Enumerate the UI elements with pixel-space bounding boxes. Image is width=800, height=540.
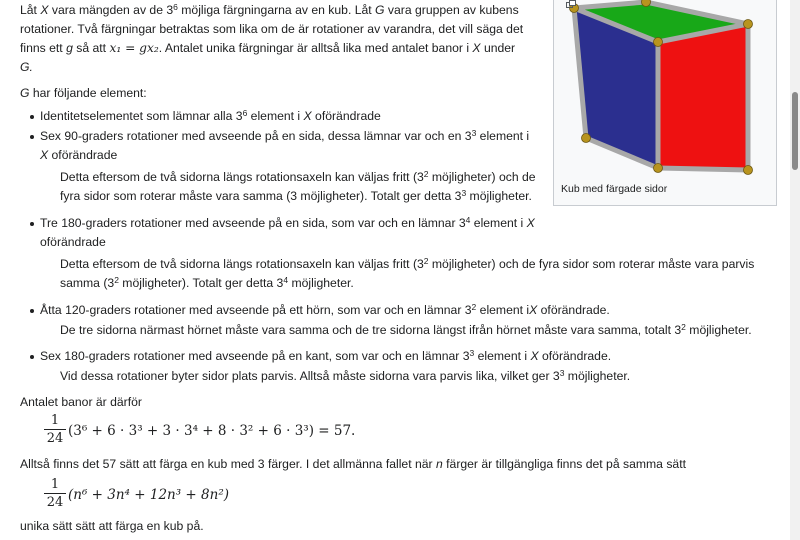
intro-line-1: Låt X vara mängden av de $3^6$ möjliga färgningarna av en kub. Låt G vara gruppen av kubens xyxy=(20,2,519,17)
bullet-dot xyxy=(30,309,34,313)
detail-90deg-1: Detta eftersom de två sidorna längs rotationsaxeln kan väljas fritt ($3^2$ möjligheter) och de xyxy=(60,169,536,184)
detail-90deg-2: fyra sidor som roterar måste vara samma (3 möjligheter). Totalt ger detta $3^3$ möjligheter. xyxy=(60,188,532,203)
formula-1-fraction: 1 24 xyxy=(44,413,66,446)
bullet-dot xyxy=(30,135,34,139)
list-item-120deg: Åtta 120-graders rotationer med avseende på ett hörn, som var och en lämnar $3^2$ element iX oförändrade. xyxy=(40,302,610,317)
list-item-90deg: Sex 90-graders rotationer med avseende på en sida, dessa lämnar var och en $3^3$ element i xyxy=(40,128,530,143)
detail-120deg: De tre sidorna närmast hörnet måste vara samma och de tre sidorna längst ifrån hörnet måste vara samma, totalt $3^2$ möjligheter. xyxy=(60,322,752,337)
intro-line-2: rotationer. Två färgningar betraktas som lika om de är rotationer av varandra, det vill säga det xyxy=(20,22,524,36)
scrollbar-thumb[interactable] xyxy=(792,92,798,170)
formula-2-fraction: 1 24 xyxy=(44,477,66,510)
list-item-90deg-line2: X oförändrade xyxy=(40,148,118,162)
bullet-dot xyxy=(30,355,34,359)
formula-2-expression: (n⁶ + 3n⁴ + 12n³ + 8n²) xyxy=(68,487,229,503)
intro-line-4: G. xyxy=(20,60,33,74)
bullet-dot xyxy=(30,222,34,226)
detail-180deg-side-2: samma ($3^2$ möjligheter). Totalt ger detta $3^4$ möjligheter. xyxy=(60,275,354,290)
inline-equation: x₁ = gx₂ xyxy=(109,41,159,55)
detail-180deg-side-1: Detta eftersom de två sidorna längs rotationsaxeln kan väljas fritt ($3^2$ möjligheter) och de fyra sidor som roterar måste vara parvis xyxy=(60,256,755,271)
enlarge-icon[interactable] xyxy=(566,0,576,8)
cube-figure xyxy=(553,0,777,206)
colored-cube-image[interactable] xyxy=(566,0,766,180)
final-line: unika sätt sätt att färga en kub på. xyxy=(20,519,204,533)
list-item-180deg-edge: Sex 180-graders rotationer med avseende på en kant, som var och en lämnar $3^3$ element i X oförändrade. xyxy=(40,348,612,363)
vertical-scrollbar[interactable] xyxy=(790,0,800,540)
conclusion-text: Alltså finns det 57 sätt att färga en kub med 3 färger. I det allmänna fallet när n färger är tillgängliga finns det på samma sätt xyxy=(20,457,686,471)
orbits-intro: Antalet banor är därför xyxy=(20,395,142,409)
list-item-180deg-side: Tre 180-graders rotationer med avseende på en sida, som var och en lämnar $3^4$ element i X xyxy=(40,215,535,230)
list-item-180deg-side-line2: oförändrade xyxy=(40,235,106,249)
formula-1-expression: (3⁶ + 6 · 3³ + 3 · 3⁴ + 8 · 3² + 6 · 3³) = 57. xyxy=(68,423,356,439)
bullet-dot xyxy=(30,115,34,119)
detail-180deg-edge: Vid dessa rotationer byter sidor plats parvis. Alltså måste sidorna vara parvis lika, vilket ger $3^3$ möjligheter. xyxy=(60,368,631,383)
cube-front-face xyxy=(658,24,748,170)
figure-caption: Kub med färgade sidor xyxy=(561,183,668,195)
intro-line-3: finns ett g så att x₁ = gx₂. Antalet unika färgningar är alltså lika med antalet banor i X under xyxy=(20,41,516,55)
group-elements-intro: G har följande element: xyxy=(20,86,147,100)
list-item-identity: Identitetselementet som lämnar alla $3^6$ element i X oförändrade xyxy=(40,108,381,123)
